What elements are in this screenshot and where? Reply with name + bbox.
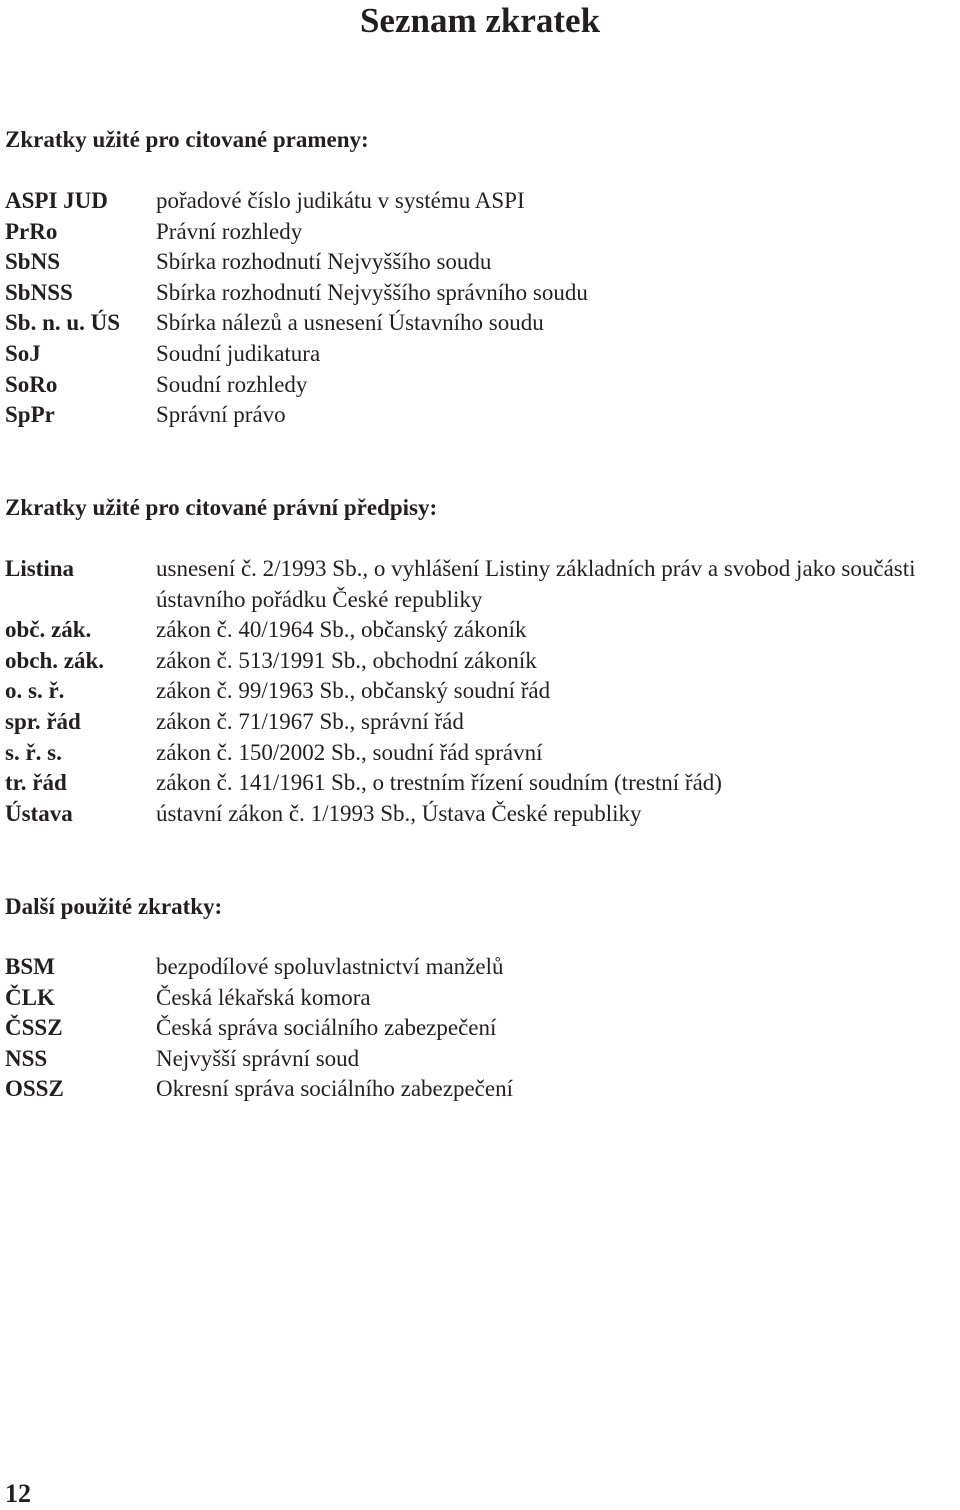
abbreviation-term: SbNSS <box>5 279 73 305</box>
section-heading-legal-acts: Zkratky užité pro citované právní předpisy: <box>5 495 438 520</box>
abbreviation-term: SbNS <box>5 249 60 275</box>
abbreviation-list-legal-acts <box>5 554 960 829</box>
list-item <box>5 952 960 983</box>
abbreviation-term: Sb. n. u. ÚS <box>5 310 121 336</box>
list-item <box>5 247 960 278</box>
list-item <box>5 646 960 677</box>
abbreviation-term: obch. zák. <box>5 647 105 673</box>
abbreviation-term: ČLK <box>5 984 55 1010</box>
abbreviation-term: OSSZ <box>5 1076 64 1102</box>
list-item <box>5 676 960 707</box>
abbreviation-description: zákon č. 71/1967 Sb., správní řád <box>156 708 464 734</box>
abbreviation-term: obč. zák. <box>5 617 92 643</box>
list-item <box>5 339 960 370</box>
abbreviation-description: Sbírka rozhodnutí Nejvyššího soudu <box>156 249 492 275</box>
list-item <box>5 799 960 830</box>
abbreviation-description: zákon č. 141/1961 Sb., o trestním řízení soudním (trestní řád) <box>156 770 722 796</box>
list-item <box>5 1044 960 1075</box>
abbreviation-term: Listina <box>5 556 75 581</box>
abbreviation-description: Sbírka nálezů a usnesení Ústavního soudu <box>156 310 544 336</box>
section-heading-sources: Zkratky užité pro citované prameny: <box>5 127 369 152</box>
abbreviation-description: Sbírka rozhodnutí Nejvyššího správního soudu <box>156 279 588 305</box>
abbreviation-description: Česká lékařská komora <box>156 984 371 1010</box>
abbreviation-term: NSS <box>5 1045 48 1071</box>
list-item <box>5 1074 960 1105</box>
abbreviation-description: bezpodílové spoluvlastnictví manželů <box>156 954 504 979</box>
list-item <box>5 983 960 1014</box>
abbreviation-description: pořadové číslo judikátu v systému ASPI <box>156 188 525 213</box>
abbreviation-list-sources <box>5 186 960 431</box>
abbreviation-description: Česká správa sociálního zabezpečení <box>156 1015 497 1041</box>
abbreviation-description: zákon č. 513/1991 Sb., obchodní zákoník <box>156 647 537 673</box>
abbreviation-term: ASPI JUD <box>5 188 108 213</box>
abbreviation-term: BSM <box>5 954 55 979</box>
section-heading-other: Další použité zkratky: <box>5 894 223 919</box>
list-item <box>5 370 960 401</box>
list-item <box>5 186 960 217</box>
abbreviation-term: spr. řád <box>5 708 81 734</box>
abbreviation-description: Soudní rozhledy <box>156 371 308 397</box>
abbreviation-description: zákon č. 99/1963 Sb., občanský soudní řád <box>156 678 551 704</box>
abbreviation-term: SoRo <box>5 371 58 397</box>
abbreviation-description: Právní rozhledy <box>156 218 303 244</box>
abbreviation-term: tr. řád <box>5 770 67 796</box>
abbreviation-term: SpPr <box>5 402 55 428</box>
abbreviation-term: Ústava <box>5 800 73 826</box>
abbreviation-description: Správní právo <box>156 402 286 428</box>
abbreviation-description: zákon č. 150/2002 Sb., soudní řád správní <box>156 739 543 765</box>
abbreviation-term: s. ř. s. <box>5 739 62 765</box>
page-number: 12 <box>5 1479 31 1508</box>
list-item <box>5 400 960 431</box>
list-item <box>5 615 960 646</box>
abbreviation-description: Nejvyšší správní soud <box>156 1045 360 1071</box>
abbreviation-term: o. s. ř. <box>5 678 65 704</box>
list-item <box>5 278 960 309</box>
page-title: Seznam zkratek <box>359 1 601 40</box>
abbreviation-description: Okresní správa sociálního zabezpečení <box>156 1076 513 1102</box>
abbreviation-description: usnesení č. 2/1993 Sb., o vyhlášení Listiny základních práv a svobod jako součásti ústavního pořádku České republiky <box>156 556 916 612</box>
list-item <box>5 738 960 769</box>
abbreviation-description: Soudní judikatura <box>156 340 321 366</box>
list-item <box>5 707 960 738</box>
abbreviation-description: ústavní zákon č. 1/1993 Sb., Ústava České republiky <box>156 800 642 826</box>
list-item <box>5 554 960 615</box>
abbreviation-description: zákon č. 40/1964 Sb., občanský zákoník <box>156 617 527 643</box>
abbreviation-list-other <box>5 952 960 1105</box>
abbreviation-term: PrRo <box>5 218 58 244</box>
list-item <box>5 768 960 799</box>
abbreviation-term: SoJ <box>5 340 41 366</box>
list-item <box>5 1013 960 1044</box>
abbreviation-term: ČSSZ <box>5 1015 63 1041</box>
list-item <box>5 308 960 339</box>
list-item <box>5 217 960 248</box>
